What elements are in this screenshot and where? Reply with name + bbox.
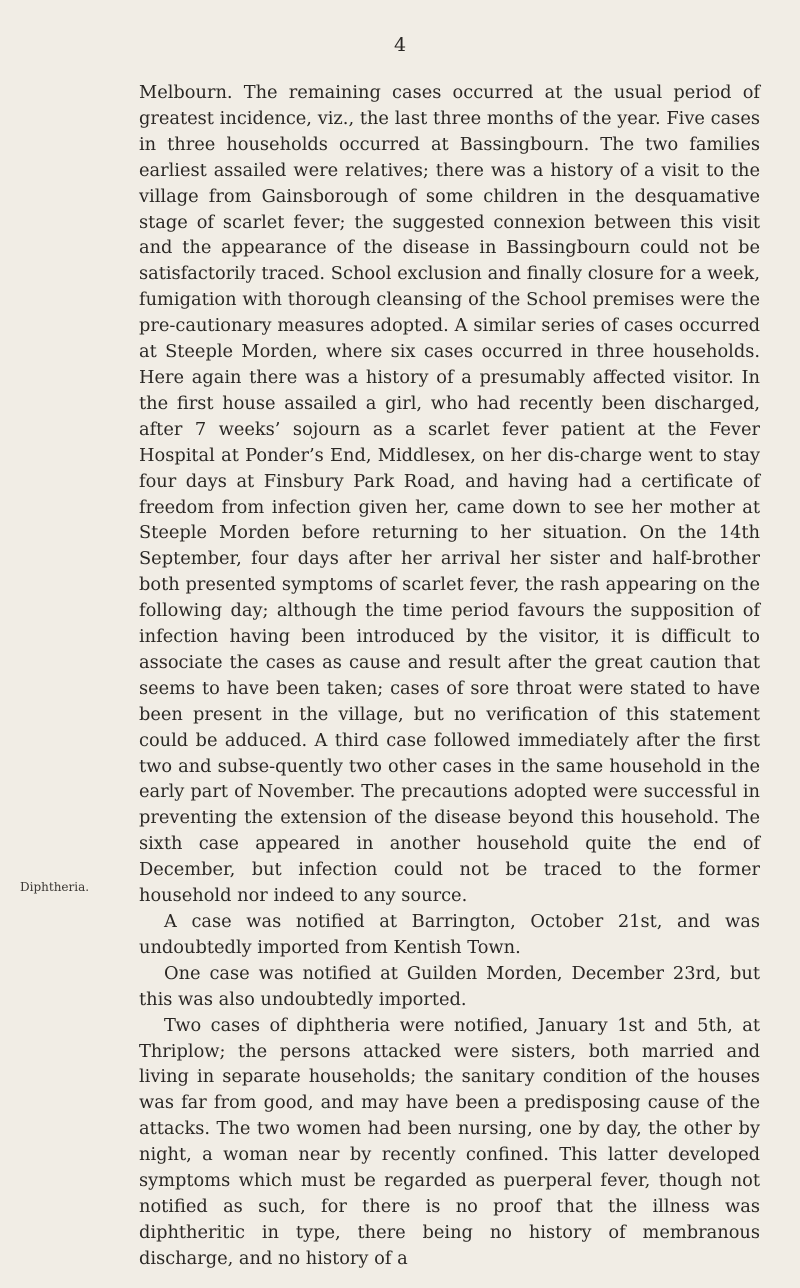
margin-note-diphtheria: Diphtheria.: [20, 880, 90, 894]
body-text: [139, 80, 760, 1272]
paragraph-scarlet-fever-cases: Melbourn. The remaining cases occurred at the usual period of greatest incidence, viz., the last three months of the year. Five cases in three households occurred at Bassingbourn. The two families earliest assailed were relatives; there was a history of a visit to the village from Gainsborough of some children in the desquamative stage of scarlet fever; the suggested connexion between this visit and the appearance of the disease in Bassingbourn could not be satisfactorily traced. School exclusion and finally closure for a week, fumigation with thorough cleansing of the School premises were the pre-cautionary measures adopted. A similar series of cases occurred at Steeple Morden, where six cases occurred in three households. Here again there was a history of a presumably affected visitor. In the first house assailed a girl, who had recently been discharged, after 7 weeks’ sojourn as a scarlet fever patient at the Fever Hospital at Ponder’s End, Middlesex, on her dis-charge went to stay four days at Finsbury Park Road, and having had a certificate of freedom from infection given her, came down to see her mother at Steeple Morden before returning to her situation. On the 14th September, four days after her arrival her sister and half-brother both presented symptoms of scarlet fever, the rash appearing on the following day; although the time period favours the supposition of infection having been introduced by the visitor, it is difficult to associate the cases as cause and result after the great caution that seems to have been taken; cases of sore throat were stated to have been present in the village, but no verification of this statement could be adduced. A third case followed immediately after the first two and subse-quently two other cases in the same household in the early part of November. The precautions adopted were successful in preventing the extension of the disease beyond this household. The sixth case appeared in another household quite the end of December, but infection could not be traced to the former household nor indeed to any source.: [139, 82, 760, 907]
page-number: 4: [393, 34, 407, 56]
paragraph-barrington-case: A case was notified at Barrington, October 21st, and was undoubtedly imported from Kentish Town.: [139, 911, 760, 958]
paragraph-guilden-morden-case: One case was notified at Guilden Morden, December 23rd, but this was also undoubtedly imported.: [139, 962, 760, 1010]
paragraph-diphtheria-cases: Two cases of diphtheria were notified, January 1st and 5th, at Thriplow; the persons attacked were sisters, both married and living in separate households; the sanitary condition of the houses was far from good, and may have been a predisposing cause of the attacks. The two women had been nursing, one by day, the other by night, a woman near by recently confined. This latter developed symptoms which must be regarded as puerperal fever, though not notified as such, for there is no proof that the illness was diphtheritic in type, there being no history of membranous discharge, and no history of a: [139, 1014, 760, 1269]
